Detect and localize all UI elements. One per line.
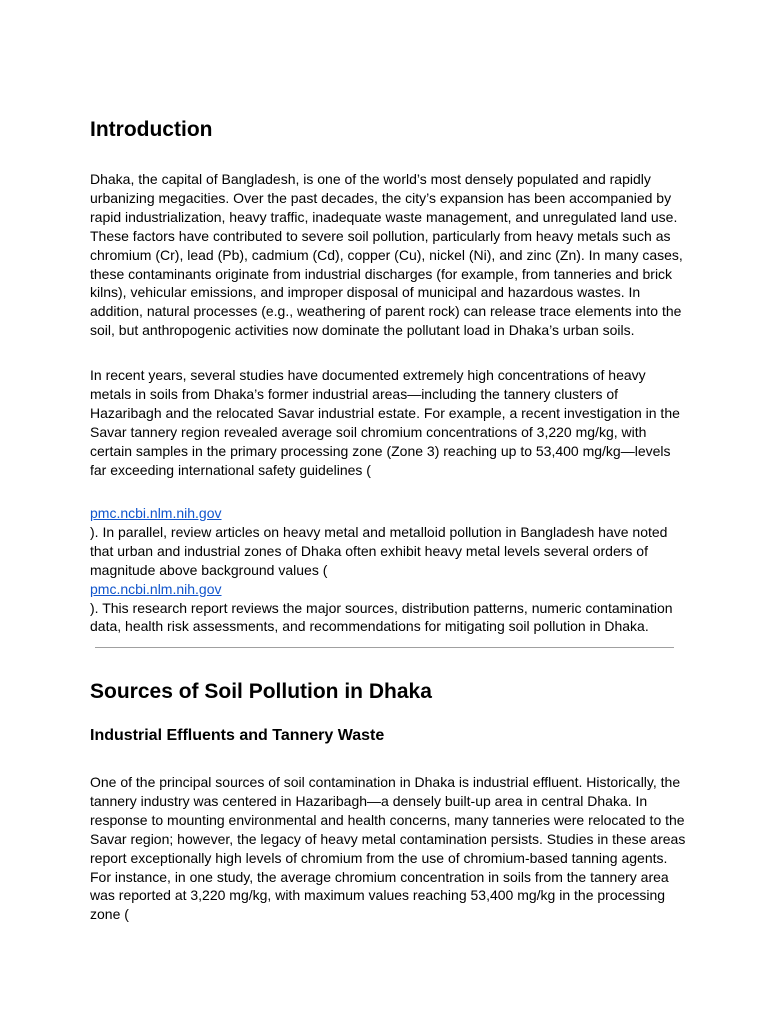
intro-paragraph-3 — [90, 504, 680, 636]
citation-link-2[interactable]: pmc.ncbi.nlm.nih.gov — [90, 580, 222, 597]
text-line: ). This research report reviews the major sources, distribution patterns, numeric contamination — [90, 599, 673, 616]
text-line: ). In parallel, review articles on heavy metal and metalloid pollution in Bangladesh have noted — [90, 523, 668, 540]
text-line: report exceptionally high levels of chromium from the use of chromium-based tanning agents. — [90, 849, 668, 866]
text-line: certain samples in the primary processing zone (Zone 3) reaching up to 53,400 mg/kg—levels — [90, 442, 671, 459]
text-line: was reported at 3,220 mg/kg, with maximum values reaching 53,400 mg/kg in the processing — [90, 887, 666, 904]
text-line: kilns), vehicular emissions, and improper disposal of municipal and hazardous wastes. In — [90, 284, 641, 301]
text-line: For instance, in one study, the average chromium concentration in soils from the tannery area — [90, 868, 669, 885]
text-line: far exceeding international safety guidelines ( — [90, 461, 371, 478]
text-line: data, health risk assessments, and recommendations for mitigating soil pollution in Dhaka. — [90, 618, 649, 635]
text-line: Dhaka, the capital of Bangladesh, is one of the world’s most densely populated and rapidly — [90, 171, 651, 187]
horizontal-divider — [95, 647, 674, 648]
text-line: these contaminants originate from industrial discharges (for example, from tanneries and brick — [90, 265, 673, 282]
intro-paragraph-2 — [90, 366, 680, 479]
text-line: Savar tannery region revealed average soil chromium concentrations of 3,220 mg/kg, with — [90, 423, 647, 440]
text-line: that urban and industrial zones of Dhaka often exhibit heavy metal levels several orders of — [90, 542, 648, 559]
text-line: These factors have contributed to severe soil pollution, particularly from heavy metals such as — [90, 227, 671, 244]
citation-link-1[interactable]: pmc.ncbi.nlm.nih.gov — [90, 505, 222, 521]
text-line: urbanizing megacities. Over the past decades, the city’s expansion has been accompanied by — [90, 189, 672, 206]
sources-heading: Sources of Soil Pollution in Dhaka — [90, 680, 432, 703]
text-line: rapid industrialization, heavy traffic, inadequate waste management, and unregulated land use. — [90, 208, 678, 225]
text-line: Savar region; however, the legacy of heavy metal contamination persists. Studies in these areas — [90, 830, 686, 847]
industrial-effluents-subheading: Industrial Effluents and Tannery Waste — [90, 727, 385, 744]
text-line: zone ( — [90, 906, 129, 923]
text-line: In recent years, several studies have documented extremely high concentrations of heavy — [90, 367, 646, 383]
text-line: response to mounting environmental and health concerns, many tanneries were relocated to the — [90, 811, 685, 828]
text-line: chromium (Cr), lead (Pb), cadmium (Cd), copper (Cu), nickel (Ni), and zinc (Zn). In many cases, — [90, 246, 683, 263]
text-line: metals in soils from Dhaka’s former industrial areas—including the tannery clusters of — [90, 385, 619, 402]
text-line: addition, natural processes (e.g., weathering of parent rock) can release trace elements into the — [90, 303, 682, 320]
intro-paragraph-1 — [90, 170, 683, 340]
text-line: tannery industry was centered in Hazaribagh—a densely built-up area in central Dhaka. In — [90, 792, 648, 809]
sources-paragraph-1 — [90, 773, 686, 924]
text-line: soil, but anthropogenic activities now dominate the pollutant load in Dhaka’s urban soils. — [90, 322, 635, 339]
text-line: magnitude above background values ( — [90, 561, 328, 578]
text-line: One of the principal sources of soil contamination in Dhaka is industrial effluent. Historically, the — [90, 774, 681, 790]
text-line: Hazaribagh and the relocated Savar industrial estate. For example, a recent investigation in the — [90, 404, 680, 421]
introduction-heading: Introduction — [90, 118, 213, 141]
